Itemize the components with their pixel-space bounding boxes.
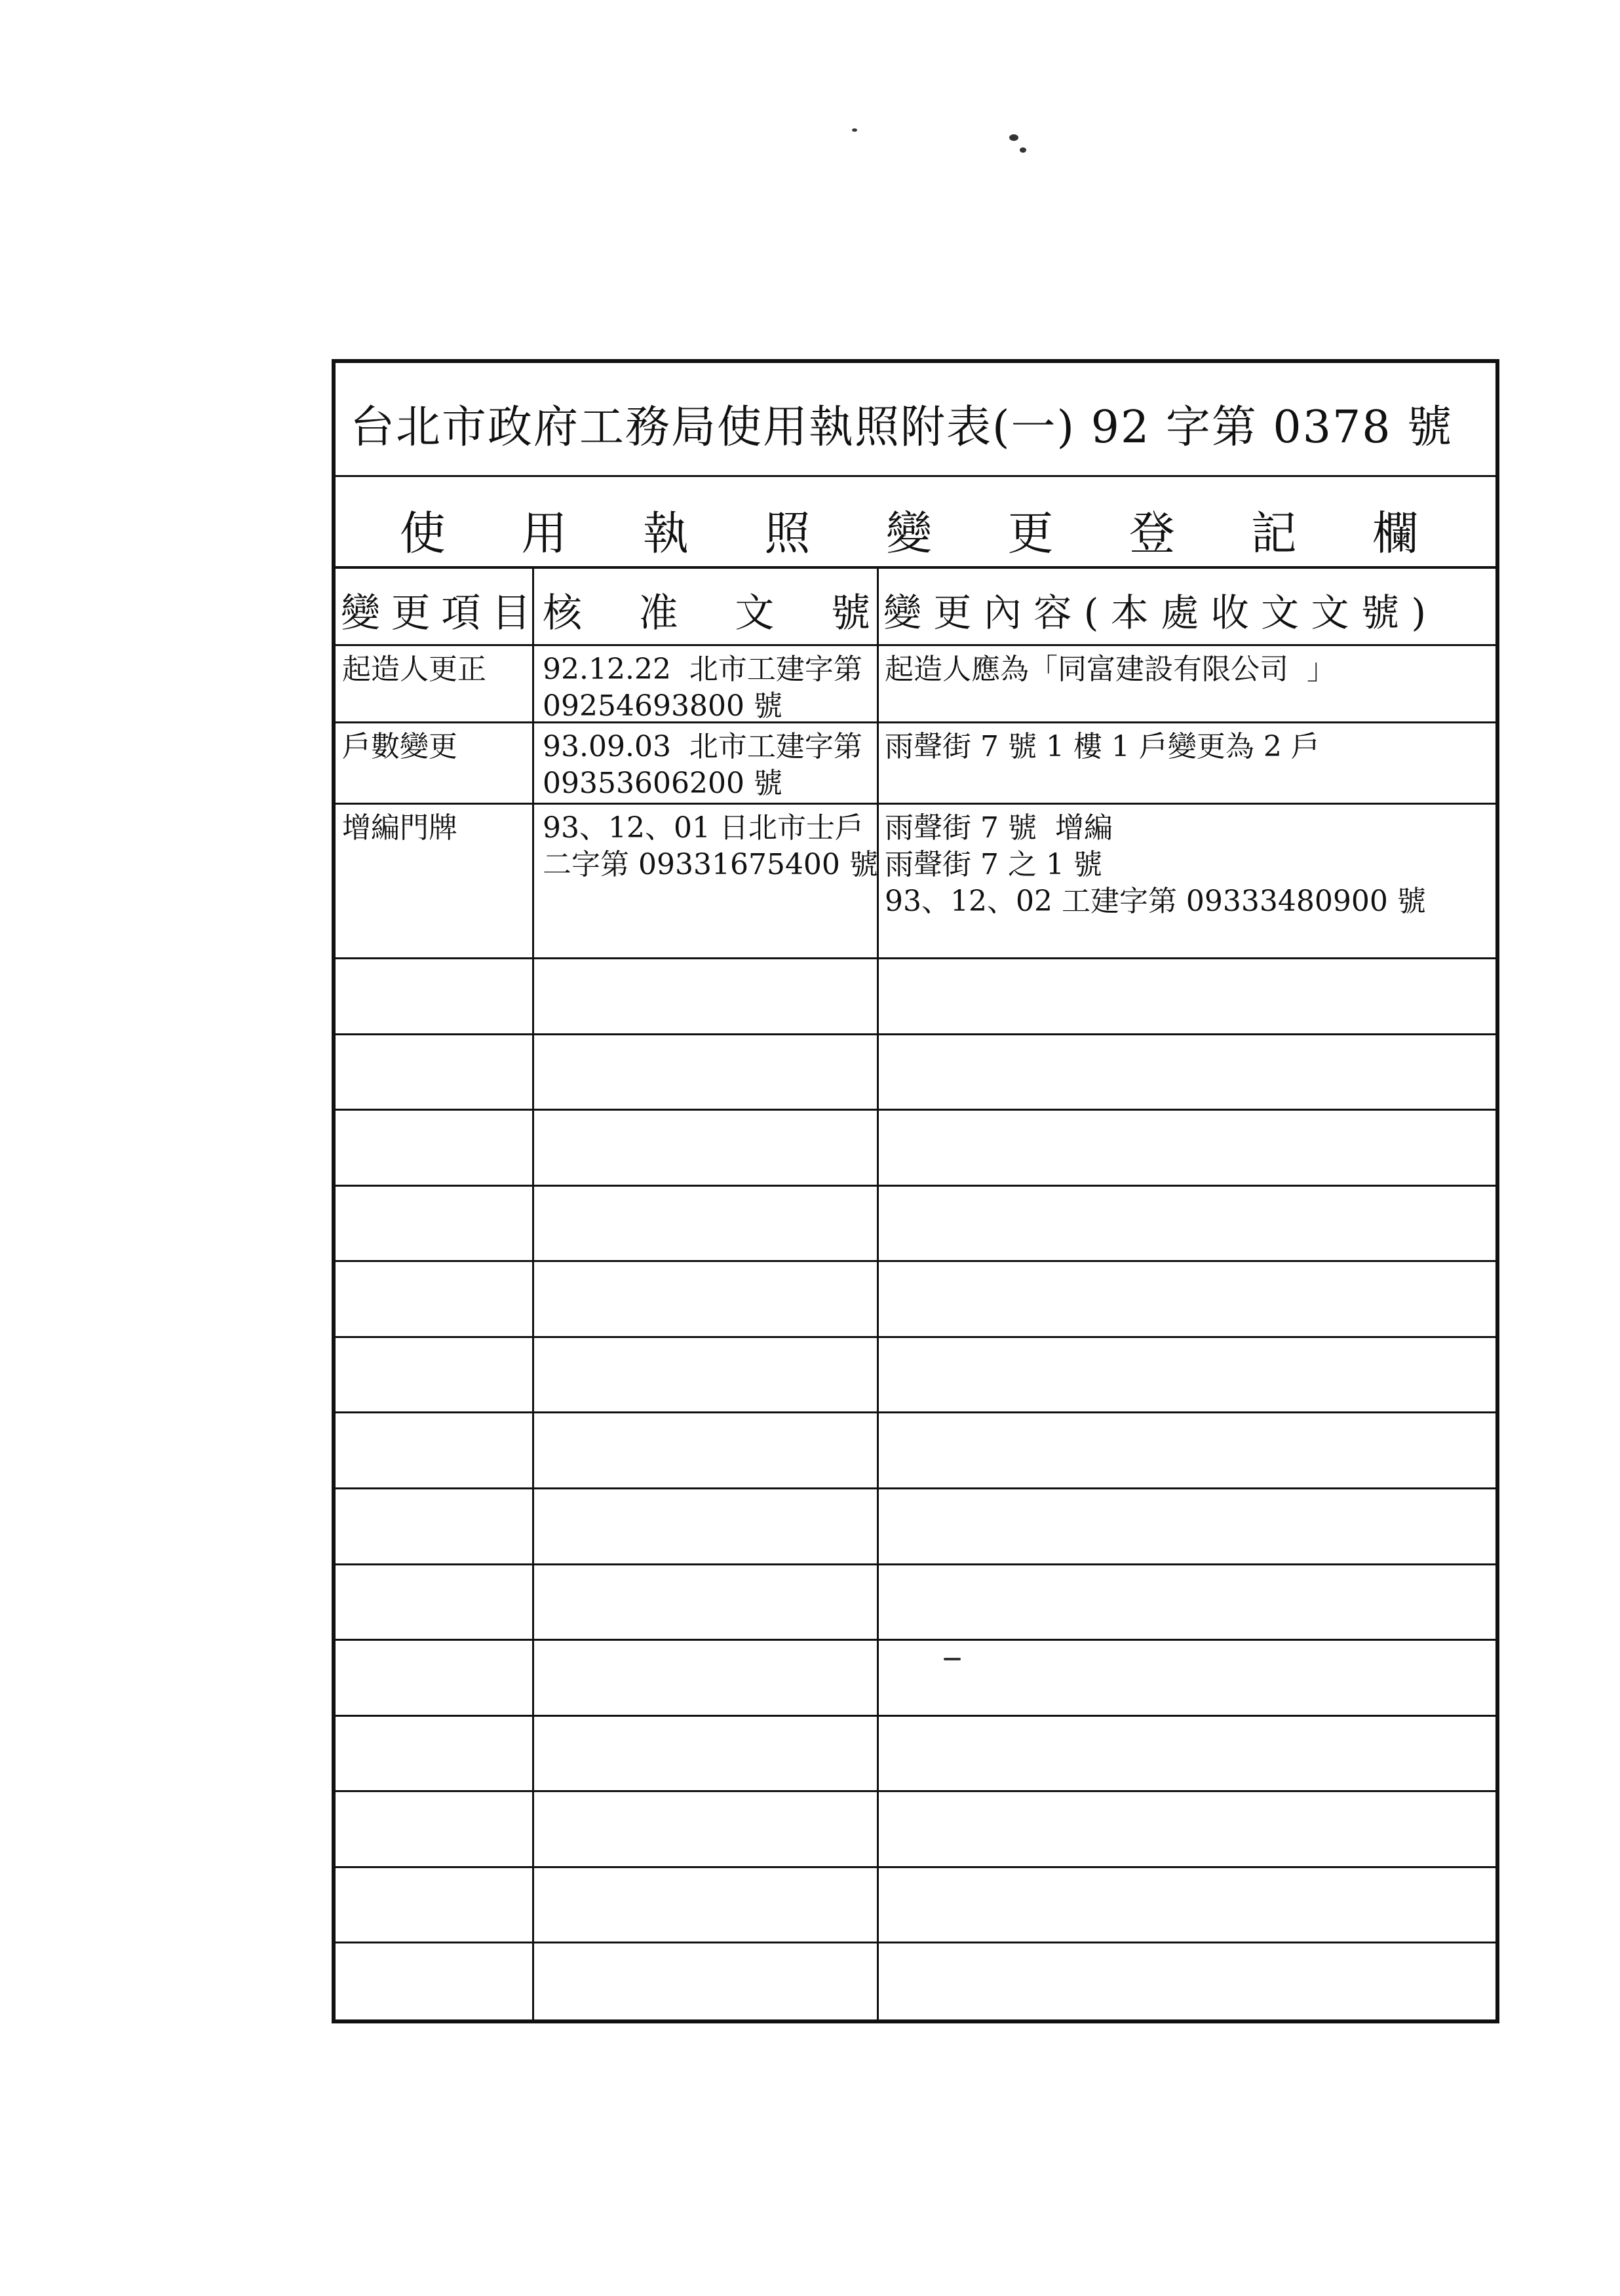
subtitle-char: 用 bbox=[521, 507, 568, 560]
table-header-row bbox=[336, 569, 1495, 646]
subtitle-char: 執 bbox=[642, 507, 689, 560]
empty-table-row bbox=[336, 1338, 1495, 1414]
change-content-cell: 雨聲街 7 號 增編 雨聲街 7 之 1 號 93、12、02 工建字第 09333480900 號 bbox=[885, 811, 1426, 918]
scan-speck bbox=[852, 128, 857, 132]
empty-table-row bbox=[336, 1641, 1495, 1717]
empty-table-row bbox=[336, 1035, 1495, 1111]
empty-table-row bbox=[336, 1489, 1495, 1565]
empty-table-row bbox=[336, 1111, 1495, 1187]
scan-speck bbox=[1009, 134, 1018, 141]
table-row bbox=[336, 646, 1495, 723]
change-content-cell: 起造人應為「同富建設有限公司 」 bbox=[885, 653, 1336, 686]
header-approval-number bbox=[543, 582, 870, 638]
empty-table-row bbox=[336, 1413, 1495, 1489]
change-item-cell: 起造人更正 bbox=[342, 653, 486, 686]
change-item-cell: 增編門牌 bbox=[342, 811, 457, 845]
subtitle-char: 變 bbox=[885, 507, 932, 560]
subtitle-char: 照 bbox=[764, 507, 811, 560]
header-char: 文 bbox=[735, 590, 775, 636]
header-change-content: 變 更 內 容 ( 本 處 收 文 文 號 ) bbox=[883, 590, 1427, 635]
empty-table-row bbox=[336, 1943, 1495, 2019]
form-subtitle-row bbox=[336, 477, 1495, 569]
empty-table-row bbox=[336, 1717, 1495, 1793]
change-content-cell: 雨聲街 7 號 1 樓 1 戶變更為 2 戶 bbox=[885, 730, 1320, 763]
change-item-cell: 戶數變更 bbox=[342, 730, 457, 763]
header-char: 准 bbox=[638, 590, 678, 636]
header-char: 號 bbox=[830, 590, 870, 636]
header-char: 目 bbox=[491, 590, 531, 636]
scan-speck bbox=[1020, 147, 1026, 153]
header-char: 項 bbox=[441, 590, 481, 636]
header-char: 核 bbox=[543, 590, 582, 636]
empty-table-row bbox=[336, 1868, 1495, 1944]
subtitle-char: 登 bbox=[1129, 507, 1176, 560]
header-char: 更 bbox=[391, 590, 431, 636]
approval-number-cell: 92.12.22 北市工建字第 09254693800 號 bbox=[543, 653, 862, 723]
header-char: 變 bbox=[341, 590, 380, 636]
subtitle-char: 欄 bbox=[1372, 507, 1419, 560]
header-change-item bbox=[341, 582, 531, 638]
approval-number-cell: 93、12、01 日北市士戶 二字第 09331675400 號 bbox=[543, 811, 878, 881]
empty-table-row bbox=[336, 1262, 1495, 1338]
empty-table-row bbox=[336, 1565, 1495, 1641]
form-title: 台北市政府工務局使用執照附表(一) 92 字第 0378 號 bbox=[350, 402, 1454, 453]
table-row bbox=[336, 723, 1495, 805]
subtitle-char: 記 bbox=[1250, 507, 1297, 560]
approval-number-cell: 93.09.03 北市工建字第 09353606200 號 bbox=[543, 730, 862, 800]
subtitle-char: 使 bbox=[399, 507, 446, 560]
table-row bbox=[336, 805, 1495, 959]
empty-table-row bbox=[336, 1187, 1495, 1263]
empty-table-row bbox=[336, 1792, 1495, 1868]
empty-table-row bbox=[336, 959, 1495, 1035]
form-subtitle bbox=[336, 497, 1495, 563]
subtitle-char: 更 bbox=[1007, 507, 1054, 560]
registration-form bbox=[332, 359, 1499, 2023]
form-title-row bbox=[336, 363, 1495, 477]
